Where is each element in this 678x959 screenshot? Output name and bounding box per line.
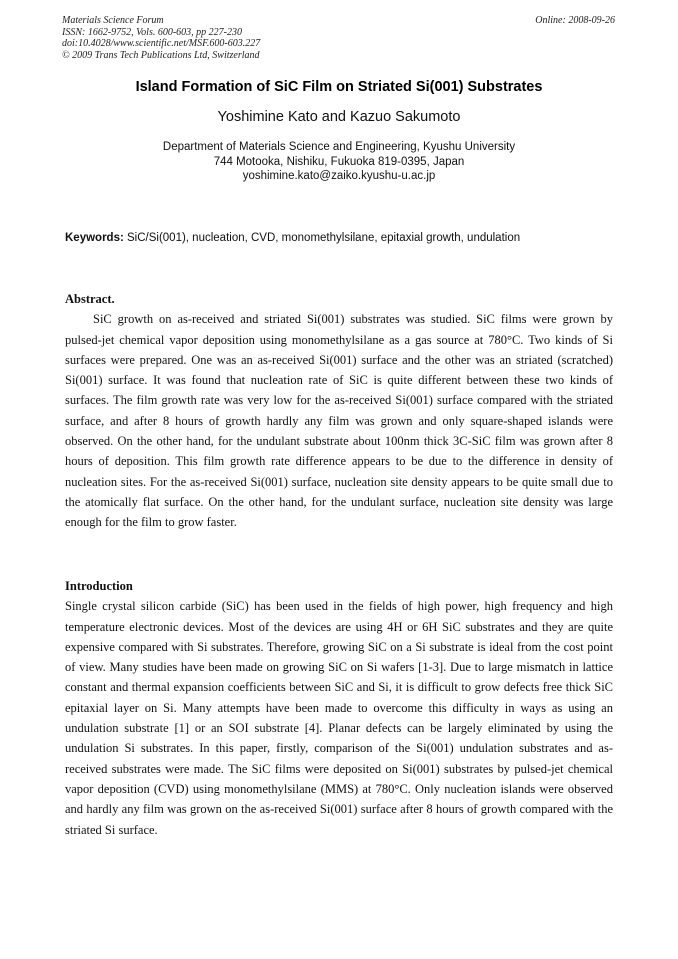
- affiliation-department: Department of Materials Science and Engineering, Kyushu University: [162, 141, 516, 153]
- doi-line: doi:10.4028/www.scientific.net/MSF.600-603.227: [62, 38, 261, 49]
- introduction-section: [65, 576, 613, 840]
- copyright-line: © 2009 Trans Tech Publications Ltd, Switzerland: [62, 49, 260, 61]
- keywords-label: Keywords:: [65, 232, 124, 244]
- keywords-line: [65, 231, 625, 246]
- introduction-heading: Introduction: [65, 579, 133, 593]
- journal-header: [62, 15, 260, 61]
- affiliation-address: 744 Motooka, Nishiku, Fukuoka 819-0395, Japan: [213, 155, 465, 168]
- abstract-heading: Abstract.: [65, 292, 115, 306]
- author-email: yoshimine.kato@zaiko.kyushu-u.ac.jp: [242, 170, 436, 182]
- abstract-text: SiC growth on as-received and striated Si(001) substrates was studied. SiC films were grown by pulsed-jet chemical vapor deposition using monomethylsilane as a gas source at 780°C. Two kinds of Si surfaces were prepared. One was an as-received Si(001) surface and the other was an striated (scratched) Si(001) surface. It was found that nucleation rate of SiC is quite different between these two kinds of surfaces. The film growth rate was very low for the as-received Si(001) surface compared with the striated surface, and after 8 hours of growth hardly any film was grown and only square-shaped islands were observed. On the other hand, for the undulant substrate about 100nm thick 3C-SiC film was grown after 8 hours of deposition. This film growth rate difference appears to be due to the difference in density of nucleation sites. For the as-received Si(001) surface, nucleation site density appears to be quite small due to the atomically flat surface. On the other hand, for the undulant surface, nucleation site density was large enough for the film to grow faster.: [65, 312, 613, 530]
- author-list: Yoshimine Kato and Kazuo Sakumoto: [217, 109, 461, 125]
- affiliation-block: [0, 140, 678, 184]
- keywords-text: SiC/Si(001), nucleation, CVD, monomethylsilane, epitaxial growth, undulation: [127, 232, 521, 244]
- online-date: Online: 2008-09-26: [535, 15, 615, 26]
- issn-line: ISSN: 1662-9752, Vols. 600-603, pp 227-230: [62, 26, 242, 38]
- paper-title: Island Formation of SiC Film on Striated Si(001) Substrates: [135, 79, 543, 95]
- introduction-text: Single crystal silicon carbide (SiC) has been used in the fields of high power, high frequency and high temperature electronic devices. Most of the devices are using 4H or 6H SiC substrates and they are quite expensive compared with Si substrates. Therefore, growing SiC on a Si substrate is ideal from the cost point of view. Many studies have been made on growing SiC on Si wafers [1-3]. Due to large mismatch in lattice constant and thermal expansion coefficients between SiC and Si, it is difficult to grow defects free thick SiC epitaxial layer on Si. Many attempts have been made to overcome this difficulty in ways as using an undulation substrate [1] or an SOI substrate [4]. Planar defects can be largely eliminated by using the undulation Si substrates. In this paper, firstly, comparison of the Si(001) undulation substrates and as-received substrates were made. The SiC films were deposited on Si(001) substrates by pulsed-jet chemical vapor deposition (CVD) using monomethylsilane (MMS) at 780°C. Only nucleation islands were observed and hardly any film was grown on the as-received Si(001) surface after 8 hours of growth compared with the striated Si surface.: [65, 599, 613, 837]
- abstract-section: [65, 289, 613, 533]
- journal-name: Materials Science Forum: [62, 15, 164, 26]
